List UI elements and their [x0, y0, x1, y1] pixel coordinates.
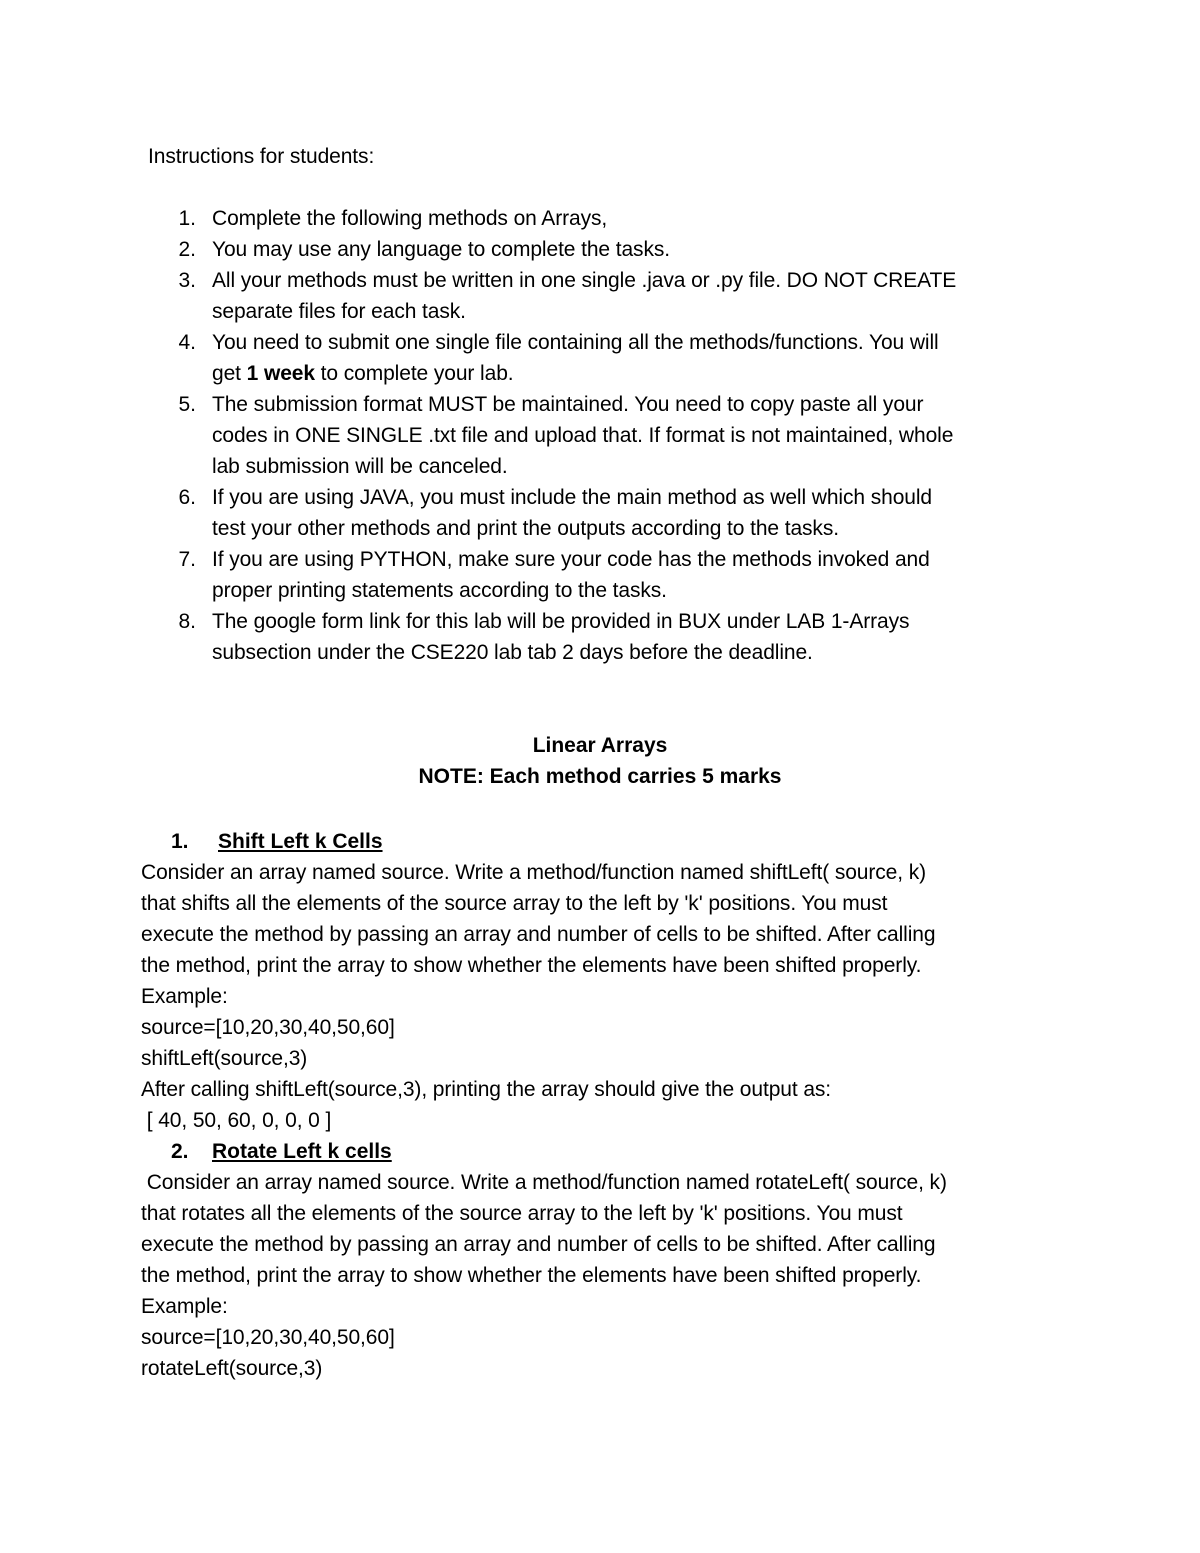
task-text: that shifts all the elements of the source array to the left by 'k' positions. You must — [141, 892, 888, 915]
task-number: 1. — [171, 830, 189, 853]
task-text: source=[10,20,30,40,50,60] — [141, 1326, 395, 1349]
list-number: 4. — [178, 331, 196, 354]
list-number: 3. — [178, 269, 196, 292]
list-text: You may use any language to complete the tasks. — [212, 238, 670, 261]
list-text: test your other methods and print the outputs according to the tasks. — [212, 517, 839, 540]
task-text: Consider an array named source. Write a method/function named shiftLeft( source, k) — [141, 861, 927, 884]
task-text: After calling shiftLeft(source,3), printing the array should give the output as: — [141, 1078, 832, 1101]
task-text: the method, print the array to show whether the elements have been shifted properly. — [141, 1264, 922, 1287]
task-number: 2. — [171, 1140, 189, 1163]
task-text: rotateLeft(source,3) — [141, 1357, 323, 1380]
list-text: All your methods must be written in one single .java or .py file. DO NOT CREATE — [212, 269, 957, 292]
task-text: source=[10,20,30,40,50,60] — [141, 1016, 395, 1039]
text-run: to complete your lab. — [314, 362, 514, 385]
task-title-text: Shift Left k Cells — [218, 830, 383, 853]
task-text: Example: — [141, 985, 228, 1008]
instructions-heading: Instructions for students: — [148, 145, 375, 168]
list-text: If you are using PYTHON, make sure your code has the methods invoked and — [212, 548, 930, 571]
list-text: subsection under the CSE220 lab tab 2 days before the deadline. — [212, 641, 813, 664]
list-text: The submission format MUST be maintained. You need to copy paste all your — [212, 393, 924, 416]
task-text: shiftLeft(source,3) — [141, 1047, 308, 1070]
task-text: Consider an array named source. Write a method/function named rotateLeft( source, k) — [141, 1171, 947, 1194]
section-title: Linear Arrays — [532, 734, 668, 757]
section-note: NOTE: Each method carries 5 marks — [418, 765, 782, 788]
task-text: that rotates all the elements of the source array to the left by 'k' positions. You must — [141, 1202, 903, 1225]
task-text: execute the method by passing an array and number of cells to be shifted. After calling — [141, 923, 936, 946]
text-run: get — [212, 362, 247, 385]
list-text: proper printing statements according to the tasks. — [212, 579, 667, 602]
list-number: 5. — [178, 393, 196, 416]
task-title — [212, 1136, 392, 1167]
list-text: The google form link for this lab will be provided in BUX under LAB 1-Arrays — [212, 610, 910, 633]
task-text: [ 40, 50, 60, 0, 0, 0 ] — [141, 1109, 332, 1132]
list-number: 8. — [178, 610, 196, 633]
list-number: 2. — [178, 238, 196, 261]
list-text: Complete the following methods on Arrays, — [212, 207, 608, 230]
task-text: Example: — [141, 1295, 228, 1318]
list-text: lab submission will be canceled. — [212, 455, 508, 478]
list-number: 1. — [178, 207, 196, 230]
list-text — [212, 358, 514, 389]
task-title-text: Rotate Left k cells — [212, 1140, 392, 1163]
list-text: If you are using JAVA, you must include the main method as well which should — [212, 486, 932, 509]
task-text: execute the method by passing an array and number of cells to be shifted. After calling — [141, 1233, 936, 1256]
list-number: 7. — [178, 548, 196, 571]
task-title — [218, 826, 383, 857]
list-number: 6. — [178, 486, 196, 509]
task-text: the method, print the array to show whether the elements have been shifted properly. — [141, 954, 922, 977]
list-text: separate files for each task. — [212, 300, 466, 323]
list-text: codes in ONE SINGLE .txt file and upload that. If format is not maintained, whole — [212, 424, 954, 447]
bold-text: 1 week — [246, 362, 315, 385]
list-text: You need to submit one single file containing all the methods/functions. You will — [212, 331, 939, 354]
